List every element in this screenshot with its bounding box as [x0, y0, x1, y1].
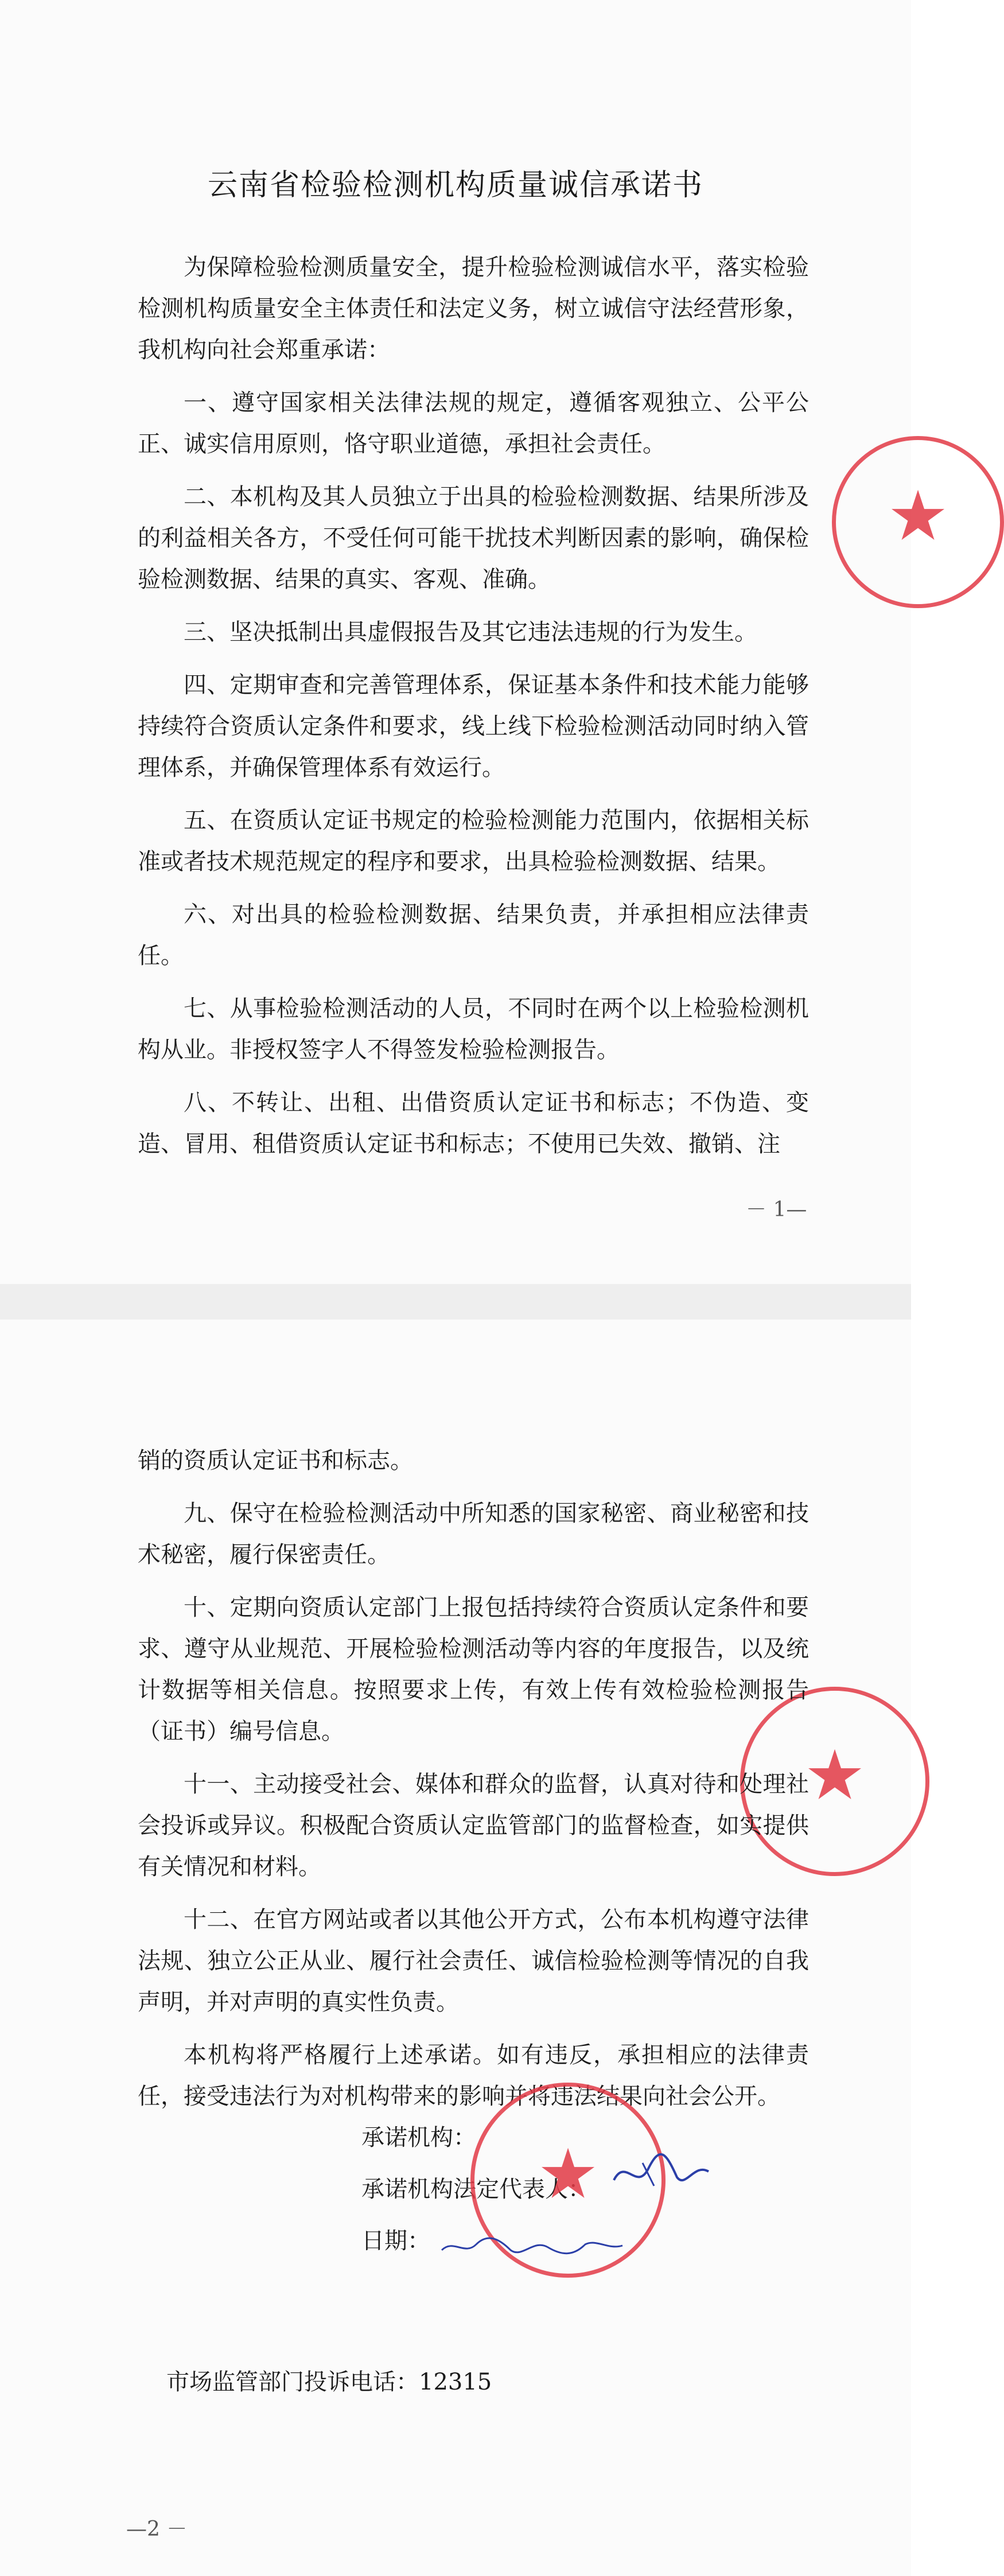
document-page-1 [0, 0, 949, 1284]
sign-org-label: 承诺机构： [361, 2124, 476, 2151]
stamp-star-icon: ★ [804, 1736, 866, 1816]
page-number: － 1— [746, 1198, 807, 1221]
page-number: —2 － [126, 2517, 188, 2541]
stamp-star-icon: ★ [887, 476, 949, 557]
handwritten-signature [608, 2146, 723, 2197]
paragraph-item-9: 九、保守在检验检测活动中所知悉的国家秘密、商业秘密和技术秘密，履行保密责任。 [138, 1500, 809, 1568]
page-1-body [138, 247, 809, 1176]
page-gap [0, 1284, 911, 1320]
paragraph-item-12: 十二、在官方网站或者以其他公开方式，公布本机构遵守法律法规、独立公正从业、履行社会责任、诚信检验检测等情况的自我声明，并对声明的真实性负责。 [138, 1906, 809, 2015]
page-2-body [138, 1440, 809, 2128]
paragraph-intro: 为保障检验检测质量安全，提升检验检测诚信水平，落实检验检测机构质量安全主体责任和法定义务，树立诚信守法经营形象，我机构向社会郑重承诺： [138, 254, 809, 363]
handwritten-date [436, 2227, 631, 2262]
paragraph-closing: 本机构将严格履行上述承诺。如有违反，承担相应的法律责任，接受违法行为对机构带来的影响并将违法结果向社会公开。 [138, 2042, 809, 2110]
document-title: 云南省检验检测机构质量诚信承诺书 [207, 168, 703, 203]
paragraph-item-10: 十、定期向资质认定部门上报包括持续符合资质认定条件和要求、遵守从业规范、开展检验检测活动等内容的年度报告，以及统计数据等相关信息。按照要求上传，有效上传有效检验检测报告（证书）编号信息。 [138, 1594, 809, 1745]
paragraph-item-2: 二、本机构及其人员独立于出具的检验检测数据、结果所涉及的利益相关各方，不受任何可能干扰技术判断因素的影响，确保检验检测数据、结果的真实、客观、准确。 [138, 484, 809, 593]
paragraph-item-11: 十一、主动接受社会、媒体和群众的监督，认真对待和处理社会投诉或异议。积极配合资质认定监管部门的监督检查，如实提供有关情况和材料。 [138, 1771, 809, 1880]
complaint-hotline: 市场监管部门投诉电话：12315 [166, 2369, 492, 2395]
paragraph-item-8: 八、不转让、出租、出借资质认定证书和标志；不伪造、变造、冒用、租借资质认定证书和标志；不使用已失效、撤销、注 [138, 1089, 809, 1157]
paragraph-item-5: 五、在资质认定证书规定的检验检测能力范围内，依据相关标准或者技术规范规定的程序和要求，出具检验检测数据、结果。 [138, 807, 809, 875]
stamp-star-icon: ★ [537, 2134, 599, 2215]
paragraph-continuation: 销的资质认定证书和标志。 [138, 1447, 413, 1474]
paragraph-item-4: 四、定期审查和完善管理体系，保证基本条件和技术能力能够持续符合资质认定条件和要求，线上线下检验检测活动同时纳入管理体系，并确保管理体系有效运行。 [138, 672, 809, 781]
sign-date-label: 日期： [361, 2228, 430, 2254]
paragraph-item-3: 三、坚决抵制出具虚假报告及其它违法违规的行为发生。 [184, 619, 757, 645]
paragraph-item-6: 六、对出具的检验检测数据、结果负责，并承担相应法律责任。 [138, 901, 809, 969]
paragraph-item-1: 一、遵守国家相关法律法规的规定，遵循客观独立、公平公正、诚实信用原则，恪守职业道德，承担社会责任。 [138, 390, 809, 457]
sign-rep-label: 承诺机构法定代表人： [361, 2176, 591, 2203]
paragraph-item-7: 七、从事检验检测活动的人员，不同时在两个以上检验检测机构从业。非授权签字人不得签发检验检测报告。 [138, 995, 809, 1063]
seal-stamp-page-1 [832, 436, 1004, 608]
